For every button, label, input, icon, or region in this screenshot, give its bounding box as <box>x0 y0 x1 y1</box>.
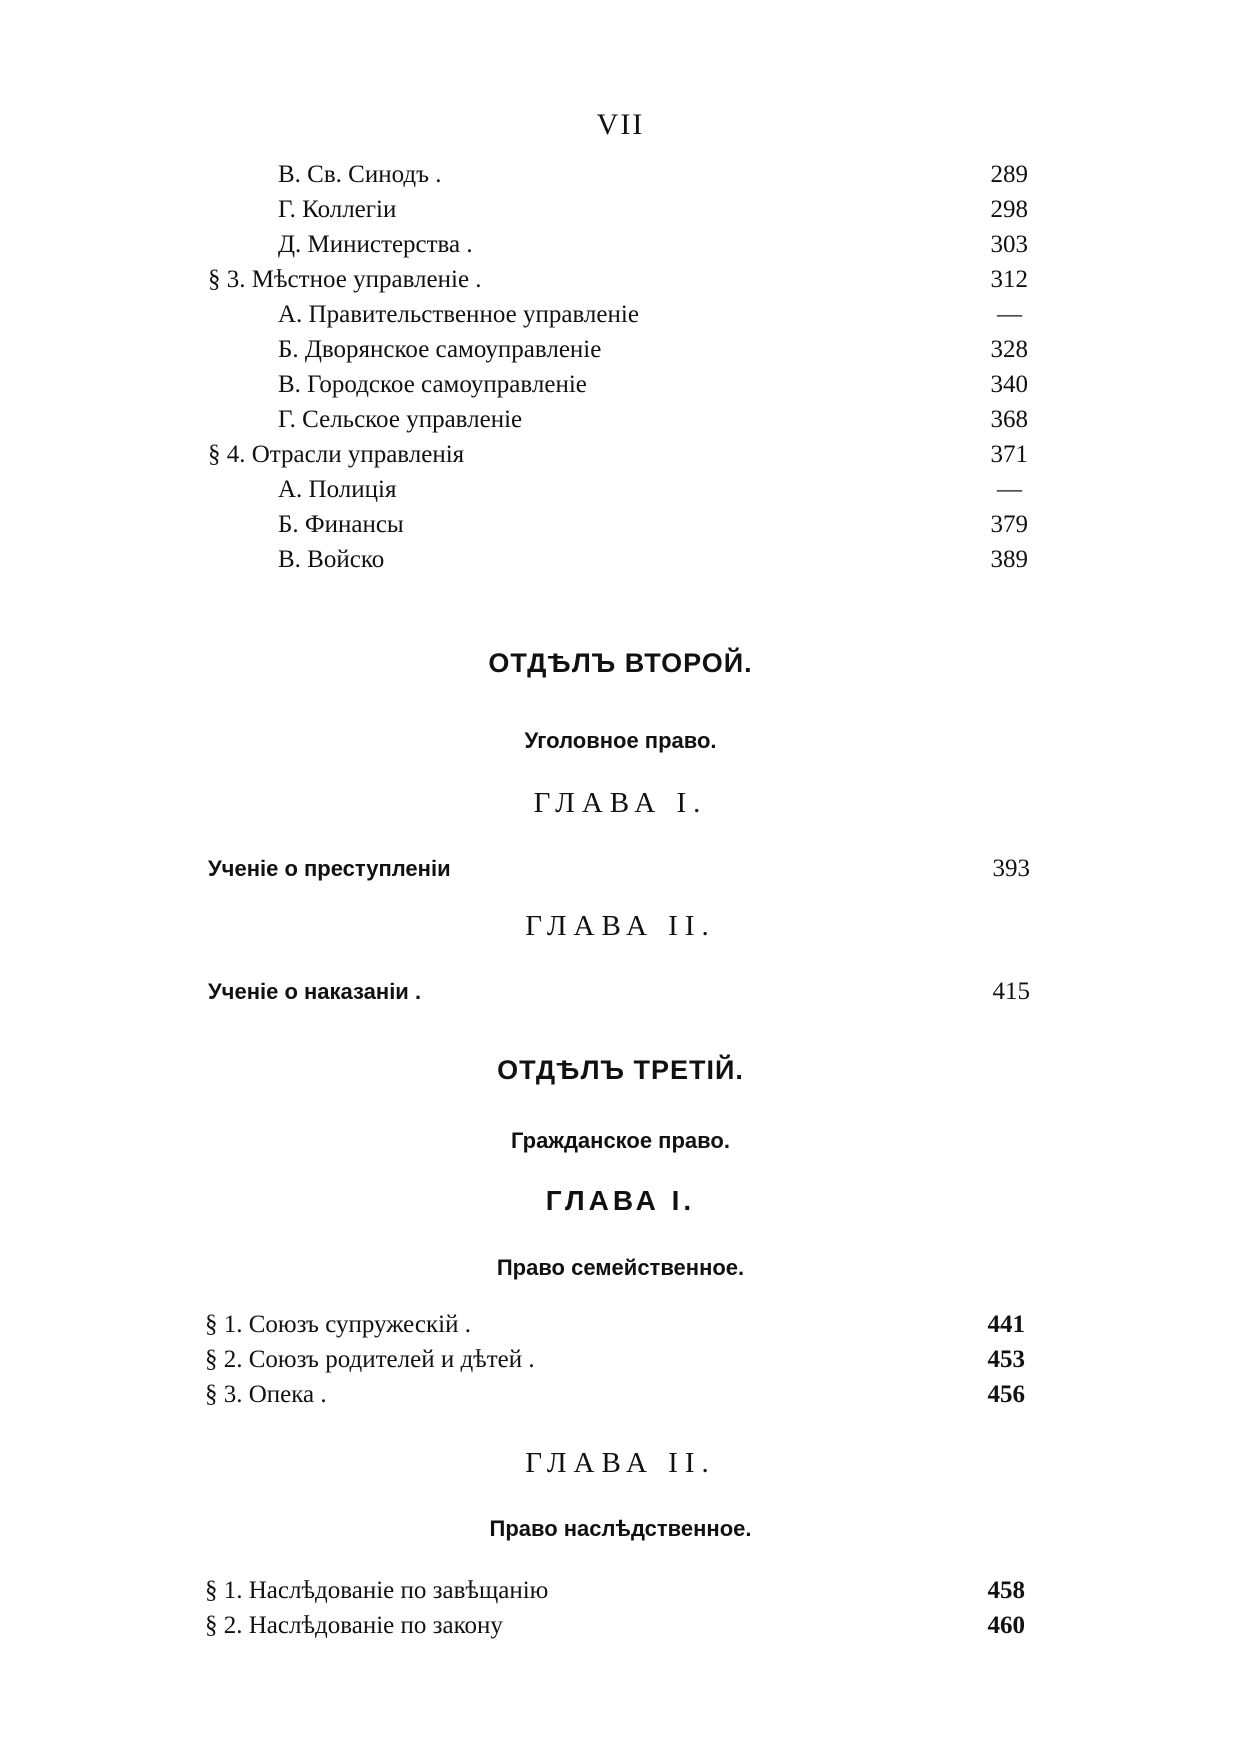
entry-page: 456 <box>987 1381 1025 1408</box>
entry-label: § 3. Опека . <box>205 1381 327 1408</box>
chapter-subject: Право семейственное. <box>496 1255 745 1280</box>
toc-entry <box>205 1609 1025 1643</box>
toc-entry <box>208 975 1030 1009</box>
entry-page: 460 <box>987 1612 1025 1639</box>
entry-page: 371 <box>990 441 1028 468</box>
entry-label: Б. Дворянское самоуправленіе <box>278 336 602 363</box>
entry-label: § 1. Союзъ супружескій . <box>205 1311 471 1338</box>
toc-entry <box>278 473 1028 507</box>
section-title: ОТДѢЛЪ ВТОРОЙ. <box>488 648 753 678</box>
entry-label: В. Городское самоуправленіе <box>278 371 587 398</box>
entry-page: 389 <box>990 546 1028 573</box>
entry-page: 415 <box>992 978 1030 1005</box>
entry-label: Ученіе о преступленіи <box>208 856 451 881</box>
chapter-title: ГЛАВА I. <box>545 1185 696 1216</box>
section-title: ОТДѢЛЪ ТРЕТІЙ. <box>497 1055 744 1085</box>
entry-page: 312 <box>990 266 1028 293</box>
entry-page: 303 <box>990 231 1028 258</box>
entry-page: 298 <box>990 196 1028 223</box>
entry-label: В. Св. Синодъ . <box>278 161 442 188</box>
entry-label: § 2. Наслѣдованіе по закону <box>205 1612 503 1639</box>
entry-label: Д. Министерства . <box>278 231 473 258</box>
entry-page: 328 <box>990 336 1028 363</box>
entry-label: А. Правительственное управленіе <box>278 301 639 328</box>
entry-page: 379 <box>990 511 1028 538</box>
toc-entry <box>278 333 1028 367</box>
entry-label: Ученіе о наказаніи . <box>208 979 422 1004</box>
toc-entry <box>208 438 1028 472</box>
toc-entry <box>205 1308 1025 1342</box>
entry-label: Г. Коллегіи <box>278 196 397 223</box>
entry-page: 453 <box>987 1346 1025 1373</box>
entry-page: 368 <box>990 406 1028 433</box>
toc-entry <box>205 1378 1025 1412</box>
entry-page: — <box>997 476 1022 503</box>
toc-entry <box>278 543 1028 577</box>
entry-page: 458 <box>987 1577 1025 1604</box>
toc-entry <box>205 1574 1025 1608</box>
entry-label: § 4. Отрасли управленія <box>208 441 465 468</box>
toc-entry <box>278 508 1028 542</box>
toc-entry <box>278 158 1028 192</box>
entry-label: Б. Финансы <box>278 511 404 538</box>
toc-entry <box>278 403 1028 437</box>
toc-entry <box>278 228 1028 262</box>
toc-entry <box>278 298 1028 332</box>
page-number: VII <box>596 108 645 141</box>
toc-entry <box>205 1343 1025 1377</box>
toc-entry <box>208 852 1030 886</box>
entry-label: В. Войско <box>278 546 385 573</box>
toc-entry <box>278 368 1028 402</box>
entry-page: 441 <box>987 1311 1025 1338</box>
entry-page: 340 <box>990 371 1028 398</box>
toc-entry <box>278 193 1028 227</box>
entry-page: 289 <box>990 161 1028 188</box>
section-subject: Уголовное право. <box>524 728 717 753</box>
entry-label: А. Полиція <box>278 476 397 503</box>
entry-page: 393 <box>992 855 1030 882</box>
chapter-title: ГЛАВА II. <box>525 910 716 942</box>
entry-label: Г. Сельское управленіе <box>278 406 523 433</box>
toc-entry <box>208 263 1028 297</box>
section-subject: Гражданское право. <box>511 1128 730 1153</box>
entry-label: § 1. Наслѣдованіе по завѣщанію <box>205 1577 549 1604</box>
chapter-subject: Право наслѣдственное. <box>489 1516 752 1541</box>
chapter-title: ГЛАВА II. <box>525 1447 716 1479</box>
chapter-title: ГЛАВА I. <box>533 787 708 819</box>
entry-label: § 3. Мѣстное управленіе . <box>208 266 482 293</box>
entry-label: § 2. Союзъ родителей и дѣтей . <box>205 1346 535 1373</box>
entry-page: — <box>997 301 1022 328</box>
